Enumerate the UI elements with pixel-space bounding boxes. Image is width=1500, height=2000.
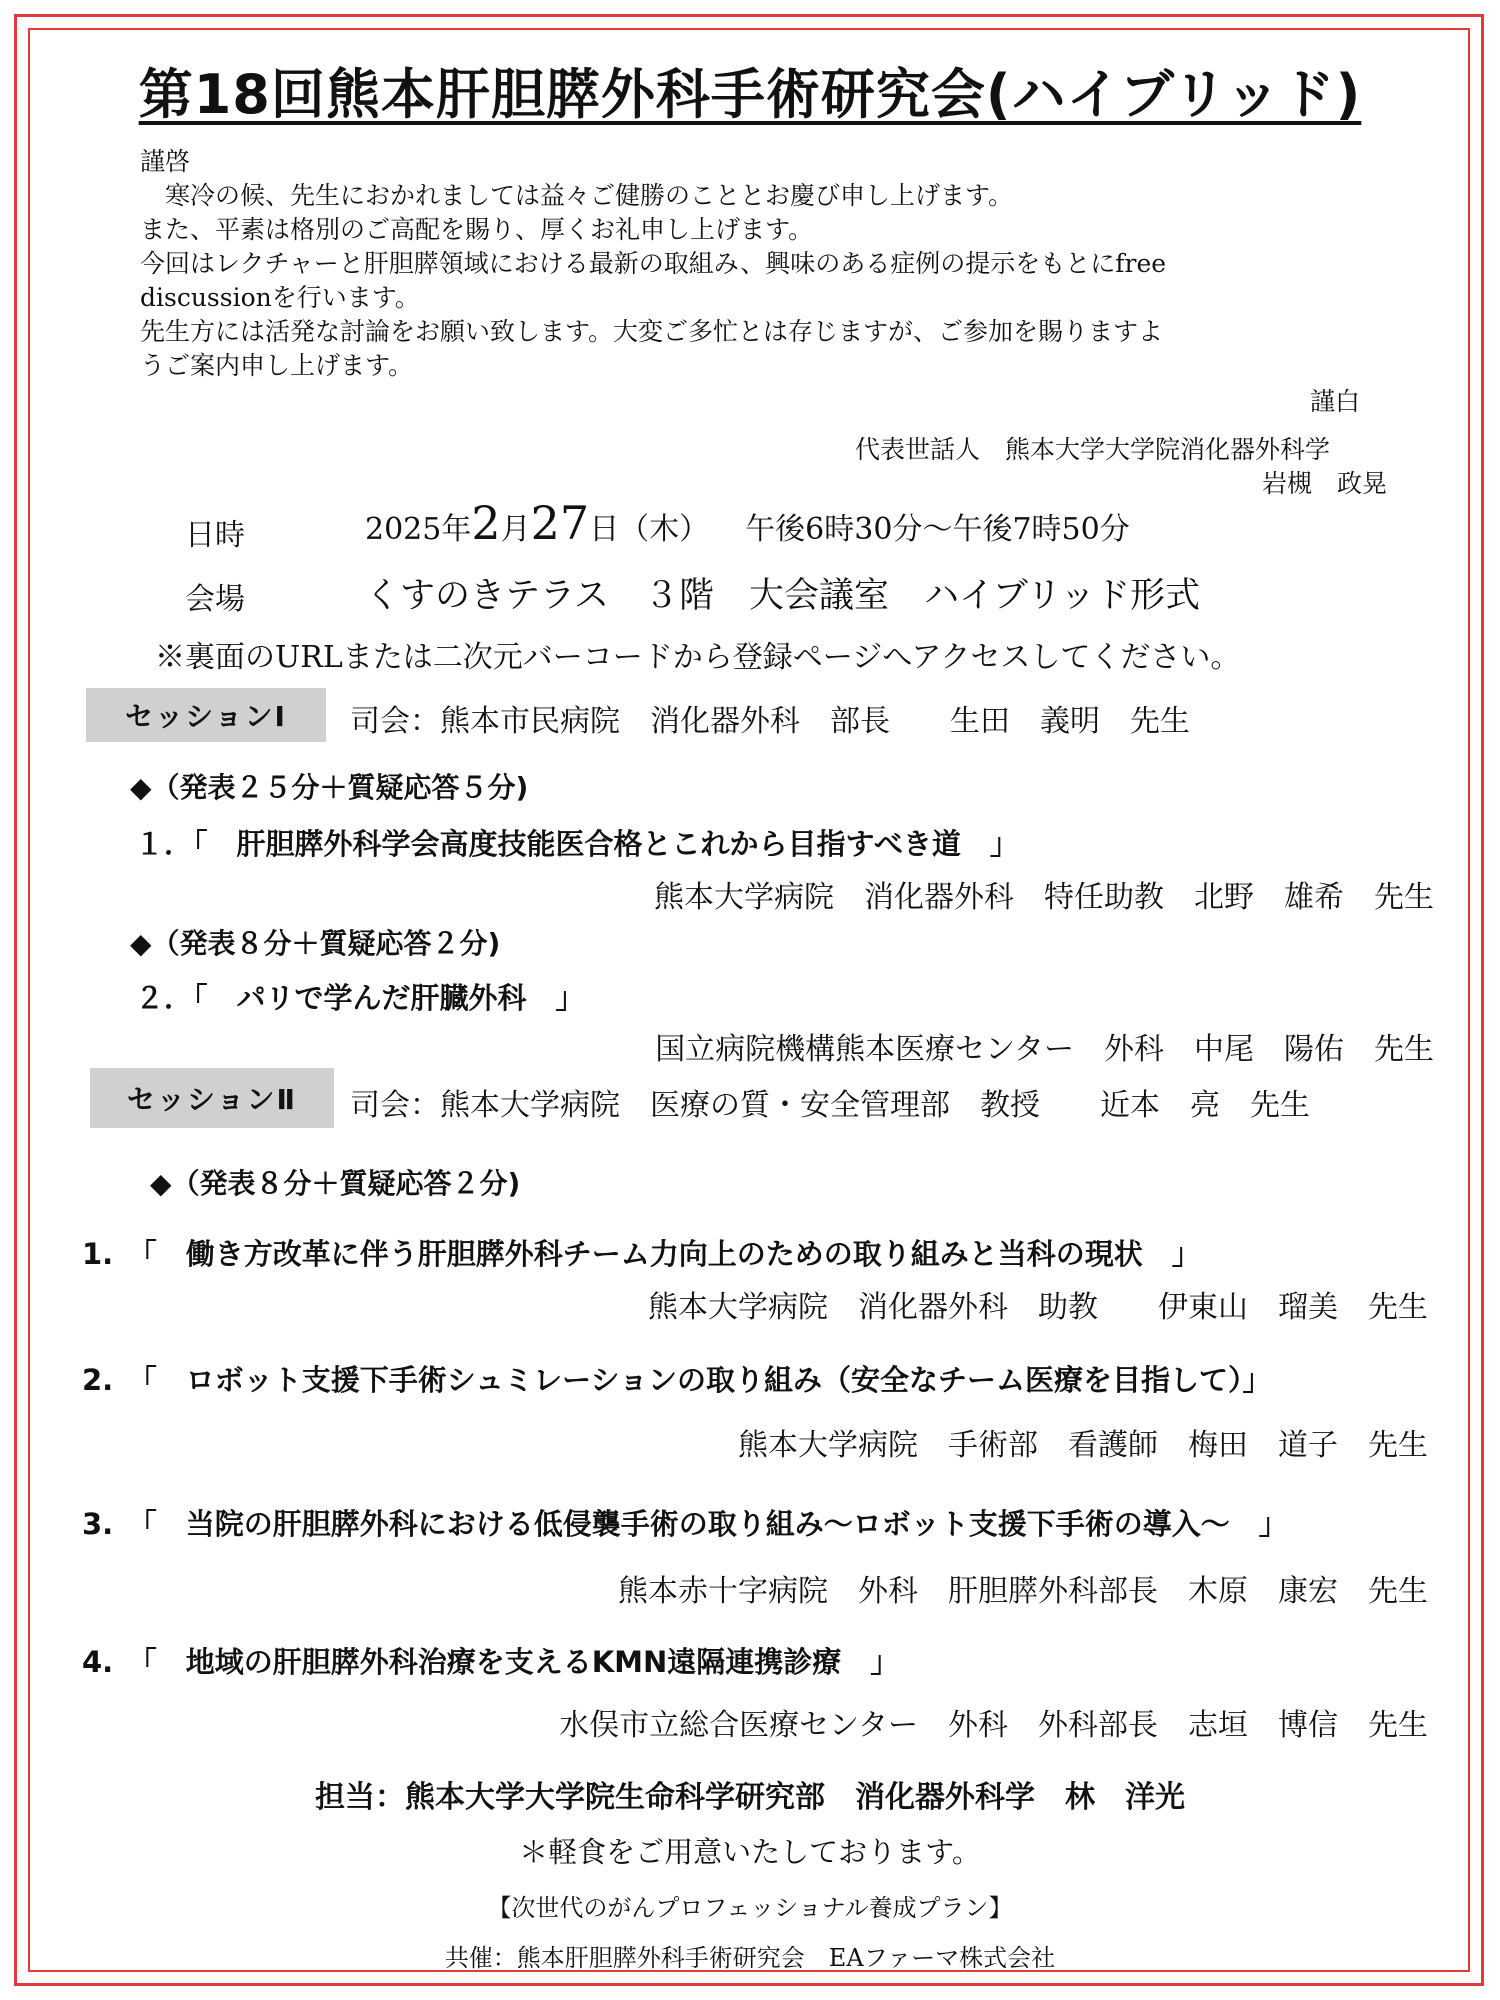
greeting-line-1: 寒冷の候、先生におかれましては益々ご健勝のこととお慶び申し上げます。 (165, 181, 1014, 210)
greeting-line-6: うご案内申し上げます。 (140, 351, 414, 380)
contact-person: 担当：熊本大学大学院生命科学研究部 消化器外科学 林 洋光 (315, 1780, 1185, 1815)
greeting-open: 謹啓 (140, 147, 191, 176)
greeting-line-5: 先生方には活発な討論をお願い致します。大変ご多忙とは存じますが、ご参加を賜りますよ (140, 317, 1164, 346)
session2-talk3-speaker: 熊本赤十字病院 外科 肝胆膵外科部長 木原 康宏 先生 (618, 1574, 1428, 1609)
date-month-unit: 月 (500, 512, 531, 547)
session1-chair: 司会：熊本市民病院 消化器外科 部長 生田 義明 先生 (350, 704, 1190, 739)
session1-talk1-title: １．「 肝胆膵外科学会高度技能医合格とこれから目指すべき道 」 (135, 827, 1019, 861)
session1-talk2-format: ◆（発表８分＋質疑応答２分) (130, 927, 501, 960)
program-name: 【次世代のがんプロフェッショナル養成プラン】 (487, 1894, 1013, 1922)
page-title: 第18回熊本肝胆膵外科手術研究会(ハイブリッド) (138, 63, 1362, 126)
session1-talk2-title: ２．「 パリで学んだ肝臓外科 」 (135, 981, 585, 1015)
date-year: 2025年 (365, 512, 472, 547)
datetime-label: 日時 (185, 518, 245, 553)
date-day: 27 (530, 496, 590, 550)
registration-notice: ※裏面のURLまたは二次元バーコードから登録ページへアクセスしてください。 (155, 640, 1241, 675)
session2-talk1-title: 1. 「 働き方改革に伴う肝胆膵外科チーム力向上のための取り組みと当科の現状 」 (82, 1237, 1201, 1271)
session2-talk3-title: 3. 「 当院の肝胆膵外科における低侵襲手術の取り組み～ロボット支援下手術の導入～ 」 (82, 1507, 1288, 1541)
session2-talk1-speaker: 熊本大学病院 消化器外科 助教 伊東山 瑠美 先生 (648, 1290, 1428, 1325)
venue-label: 会場 (185, 582, 245, 617)
meal-notice: ＊軽食をご用意いたしております。 (519, 1835, 981, 1869)
session1-talk2-speaker: 国立病院機構熊本医療センター 外科 中尾 陽佑 先生 (655, 1032, 1434, 1067)
session2-talk4-title: 4. 「 地域の肝胆膵外科治療を支えるKMN遠隔連携診療 」 (82, 1645, 900, 1679)
session2-format: ◆（発表８分＋質疑応答２分) (150, 1167, 521, 1200)
session2-talk2-title: 2. 「 ロボット支援下手術シュミレーションの取り組み（安全なチーム医療を目指して）」 (82, 1363, 1272, 1397)
session2-talk2-speaker: 熊本大学病院 手術部 看護師 梅田 道子 先生 (738, 1428, 1428, 1463)
session1-talk1-format: ◆（発表２５分＋質疑応答５分) (130, 771, 529, 804)
session2-chair: 司会：熊本大学病院 医療の質・安全管理部 教授 近本 亮 先生 (350, 1088, 1310, 1123)
session1-talk1-speaker: 熊本大学病院 消化器外科 特任助教 北野 雄希 先生 (654, 880, 1434, 915)
greeting-line-2: また、平素は格別のご高配を賜り、厚くお礼申し上げます。 (140, 215, 814, 244)
session1-label: セッションⅠ (86, 688, 326, 742)
greeting-line-4: discussionを行います。 (140, 283, 420, 312)
greeting-close: 謹白 (1310, 387, 1361, 416)
date-month: 2 (471, 496, 501, 550)
co-sponsor: 共催：熊本肝胆膵外科手術研究会 EAファーマ株式会社 (444, 1944, 1056, 1972)
organizer-name: 岩槻 政晃 (1262, 469, 1388, 498)
datetime-value (365, 496, 1130, 550)
organizer-title: 代表世話人 熊本大学大学院消化器外科学 (855, 435, 1331, 464)
date-time: 午後6時30分～午後7時50分 (745, 512, 1130, 547)
date-day-unit: 日（木） (589, 512, 710, 547)
session2-label: セッションⅡ (90, 1068, 334, 1128)
session2-talk4-speaker: 水俣市立総合医療センター 外科 外科部長 志垣 博信 先生 (559, 1708, 1428, 1743)
venue-value: くすのきテラス ３階 大会議室 ハイブリッド形式 (365, 576, 1201, 616)
greeting-line-3: 今回はレクチャーと肝胆膵領域における最新の取組み、興味のある症例の提示をもとにfree (140, 249, 1167, 278)
